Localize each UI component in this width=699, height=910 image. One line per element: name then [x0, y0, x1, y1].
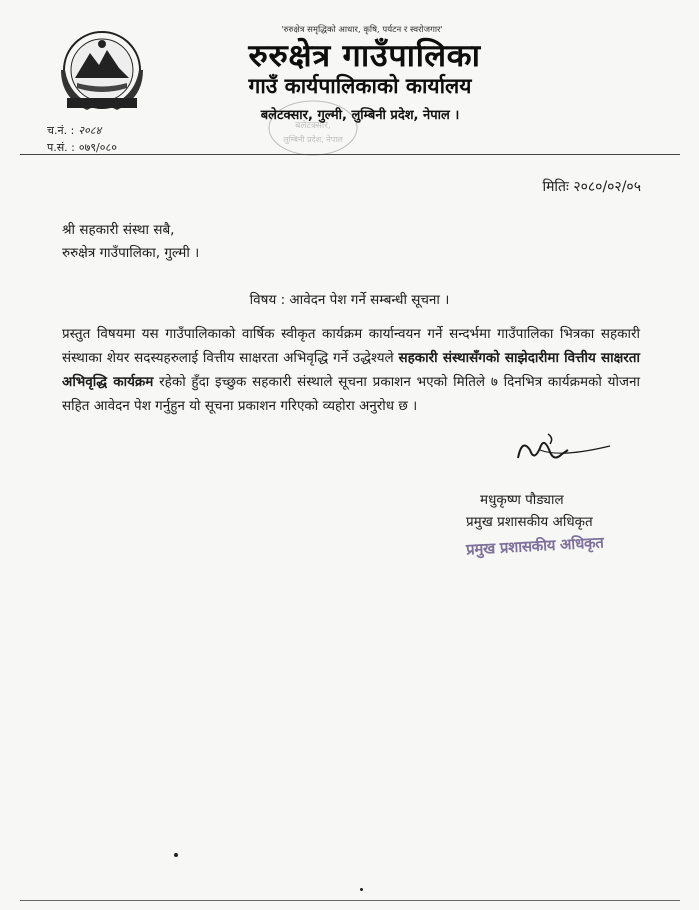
letter-date: मितिः २०८०/०२/०५ [542, 179, 641, 195]
letter-value: ०७९/०८० [78, 141, 117, 154]
office-address: बलेटक्सार, गुल्मी, लुम्बिनी प्रदेश, नेपाल । [260, 108, 460, 123]
program-name: सहकारी संस्थासँगको साझेदारीमा वित्तीय साक्षरता अभिवृद्धि कार्यक्रम [62, 350, 640, 390]
signature-icon [510, 428, 620, 472]
stamp-line-1: बलेटक्सार, [295, 121, 331, 131]
nepal-government-emblem-icon [55, 28, 149, 112]
recipient-line-1: श्री सहकारी संस्था सबै, [62, 222, 175, 238]
body-part-1: प्रस्तुत विषयमा यस गाउँपालिकाको वार्षिक स्वीकृत कार्यक्रम कार्यान्वयन गर्ने सन्दर्भमा गाउँपालिका भित्रका सहकारी संस्थाका शेयर सदस्यहरुलाई वित्तीय साक्षरता अभिवृद्धि गर्ने उद्धेश्यले [62, 326, 640, 366]
dispatch-number [47, 123, 101, 138]
signatory-title: प्रमुख प्रशासकीय अधिकृत [466, 514, 593, 530]
office-name: गाउँ कार्यपालिकाको कार्यालय [248, 74, 472, 98]
designation-stamp: प्रमुख प्रशासकीय अधिकृत [465, 533, 604, 559]
body-part-2: रहेको हुँदा इच्छुक सहकारी संस्थाले सूचना प्रकाशन भएको मितिले ७ दिनभित्र कार्यक्रमको योजना सहित आवेदन पेश गर्नुहुन यो सूचना प्रकाशन गरिएको व्यहोरा अनुरोध छ । [62, 374, 640, 414]
signatory-name: मधुकृष्ण पौड्याल [480, 492, 564, 508]
scan-speck [360, 888, 363, 891]
footer-divider [20, 900, 680, 901]
motto: 'रुरुक्षेत्र समृद्धिको आधार, कृषि, पर्यटन र स्वरोजगार' [281, 25, 443, 35]
office-stamp-icon [268, 100, 358, 156]
dispatch-label: च.नं. : [47, 124, 75, 137]
stamp-line-2: लुम्बिनी प्रदेश, नेपाल [283, 135, 343, 144]
dispatch-value: २०८४ [78, 124, 102, 137]
letter-label: प.सं. : [47, 141, 75, 154]
scan-speck [174, 853, 178, 857]
letter-number [47, 140, 117, 155]
body-paragraph [62, 322, 640, 418]
subject-line: विषय : आवेदन पेश गर्ने सम्बन्धी सूचना । [249, 292, 450, 308]
municipality-name: रुरुक्षेत्र गाउँपालिका [248, 38, 481, 74]
recipient-line-2: रुरुक्षेत्र गाउँपालिका, गुल्मी । [62, 245, 200, 261]
header-divider [20, 154, 680, 155]
